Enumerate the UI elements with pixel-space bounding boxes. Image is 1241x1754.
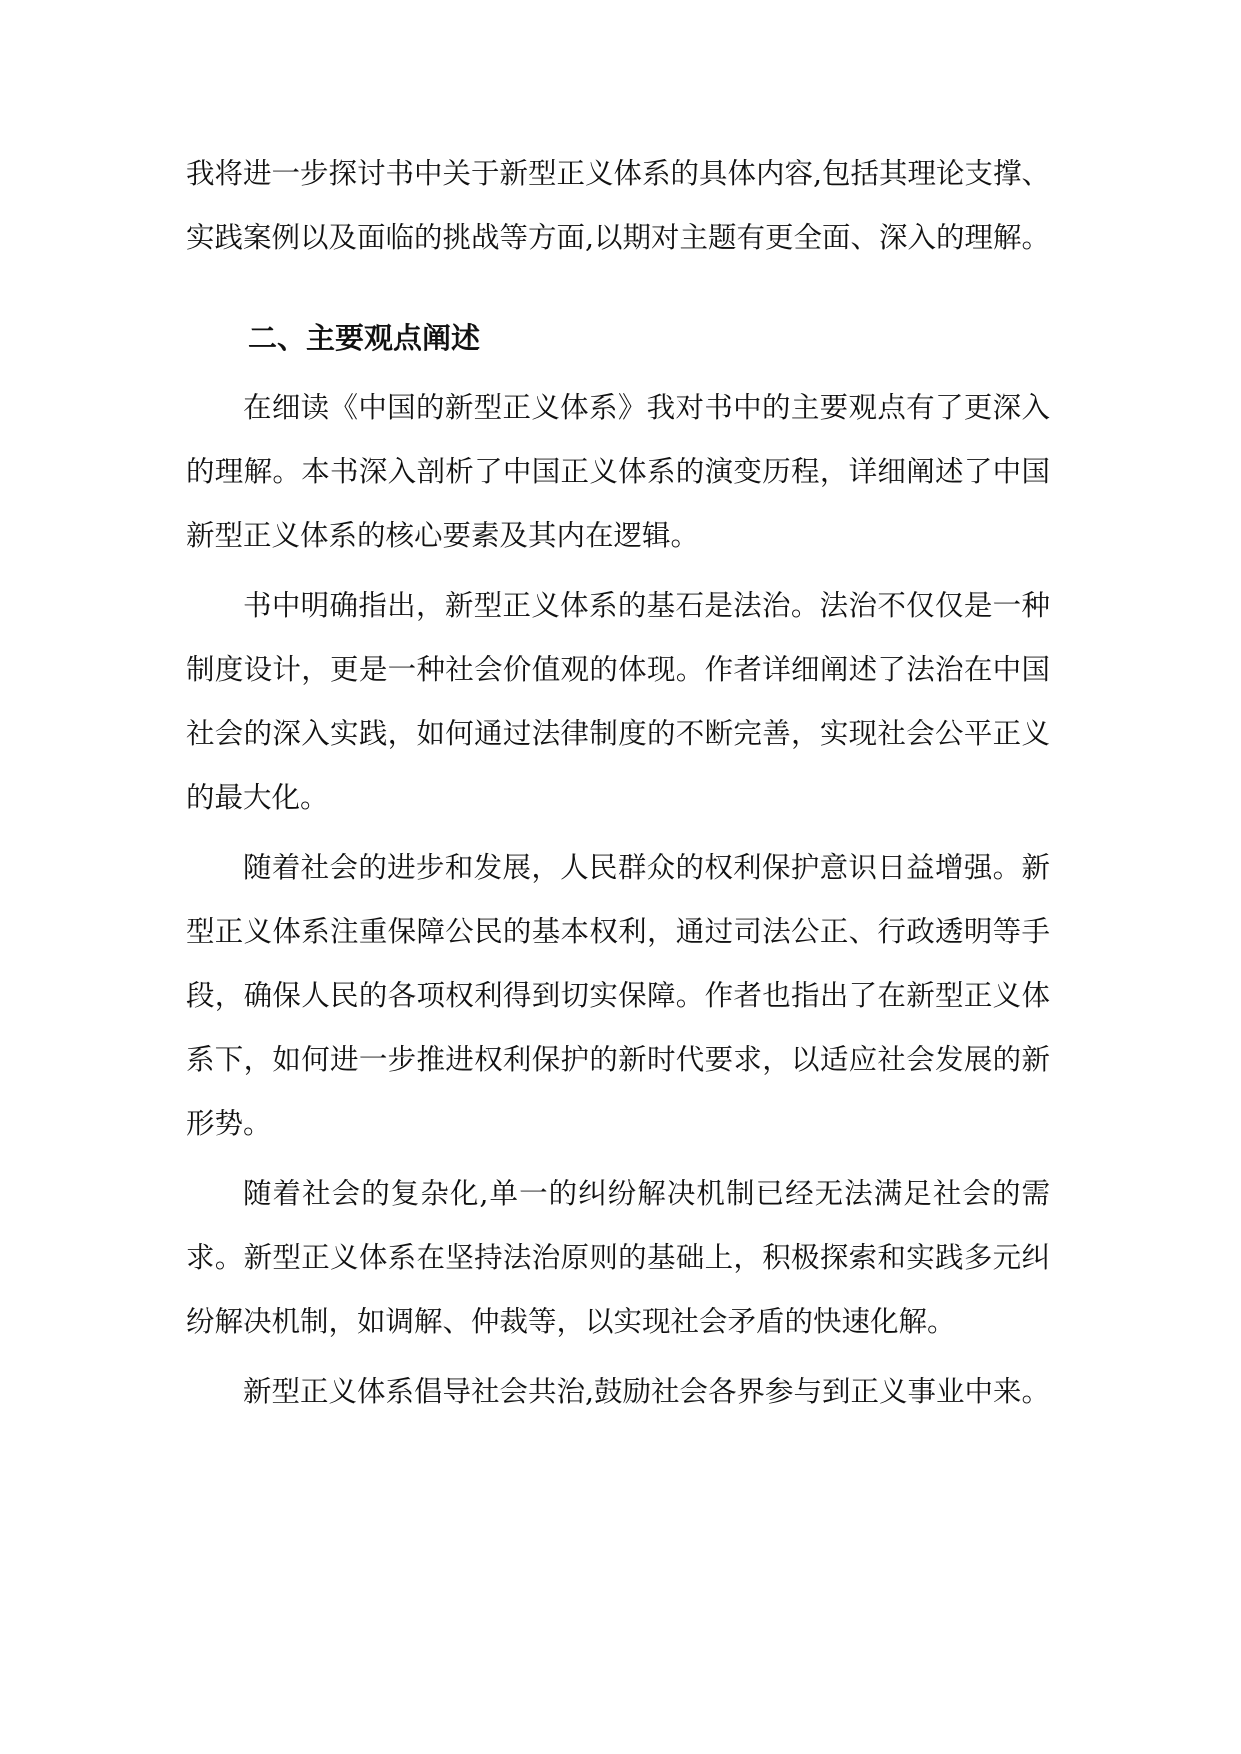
paragraph-4 [186,1162,1050,1354]
text-line: 社会的深入实践，如何通过法律制度的不断完善，实现社会公平正义 [186,717,1050,750]
document-body [186,142,1050,1424]
paragraph-3 [186,836,1050,1156]
text-line: 求。新型正义体系在坚持法治原则的基础上，积极探索和实践多元纠 [186,1241,1050,1274]
text-line: 实践案例以及面临的挑战等方面,以期对主题有更全面、深入的理解。 [186,221,1051,254]
text-line: 制度设计，更是一种社会价值观的体现。作者详细阐述了法治在中国 [186,653,1050,686]
text-line: 新型正义体系的核心要素及其内在逻辑。 [186,519,700,552]
text-line: 纷解决机制，如调解、仲裁等，以实现社会矛盾的快速化解。 [186,1305,956,1338]
section-heading: 二、主要观点阐述 [248,321,481,355]
text-line: 在细读《中国的新型正义体系》我对书中的主要观点有了更深入 [243,391,1050,424]
paragraph-1 [186,376,1050,568]
text-line: 新型正义体系倡导社会共治,鼓励社会各界参与到正义事业中来。 [243,1375,1051,1408]
text-line: 的理解。本书深入剖析了中国正义体系的演变历程，详细阐述了中国 [186,455,1050,488]
text-line: 的最大化。 [186,781,329,814]
text-line: 系下，如何进一步推进权利保护的新时代要求，以适应社会发展的新 [186,1043,1050,1076]
text-line: 随着社会的进步和发展，人民群众的权利保护意识日益增强。新 [243,851,1050,884]
text-line: 我将进一步探讨书中关于新型正义体系的具体内容,包括其理论支撑、 [186,157,1051,190]
paragraph-2 [186,574,1050,830]
text-line: 形势。 [186,1107,272,1140]
spacer [186,270,1050,306]
text-line: 随着社会的复杂化,单一的纠纷解决机制已经无法满足社会的需 [243,1177,1050,1210]
text-line: 书中明确指出，新型正义体系的基石是法治。法治不仅仅是一种 [243,589,1050,622]
text-line: 型正义体系注重保障公民的基本权利，通过司法公正、行政透明等手 [186,915,1050,948]
paragraph-5 [186,1360,1050,1424]
text-line: 段，确保人民的各项权利得到切实保障。作者也指出了在新型正义体 [186,979,1050,1012]
intro-paragraph [186,142,1050,270]
